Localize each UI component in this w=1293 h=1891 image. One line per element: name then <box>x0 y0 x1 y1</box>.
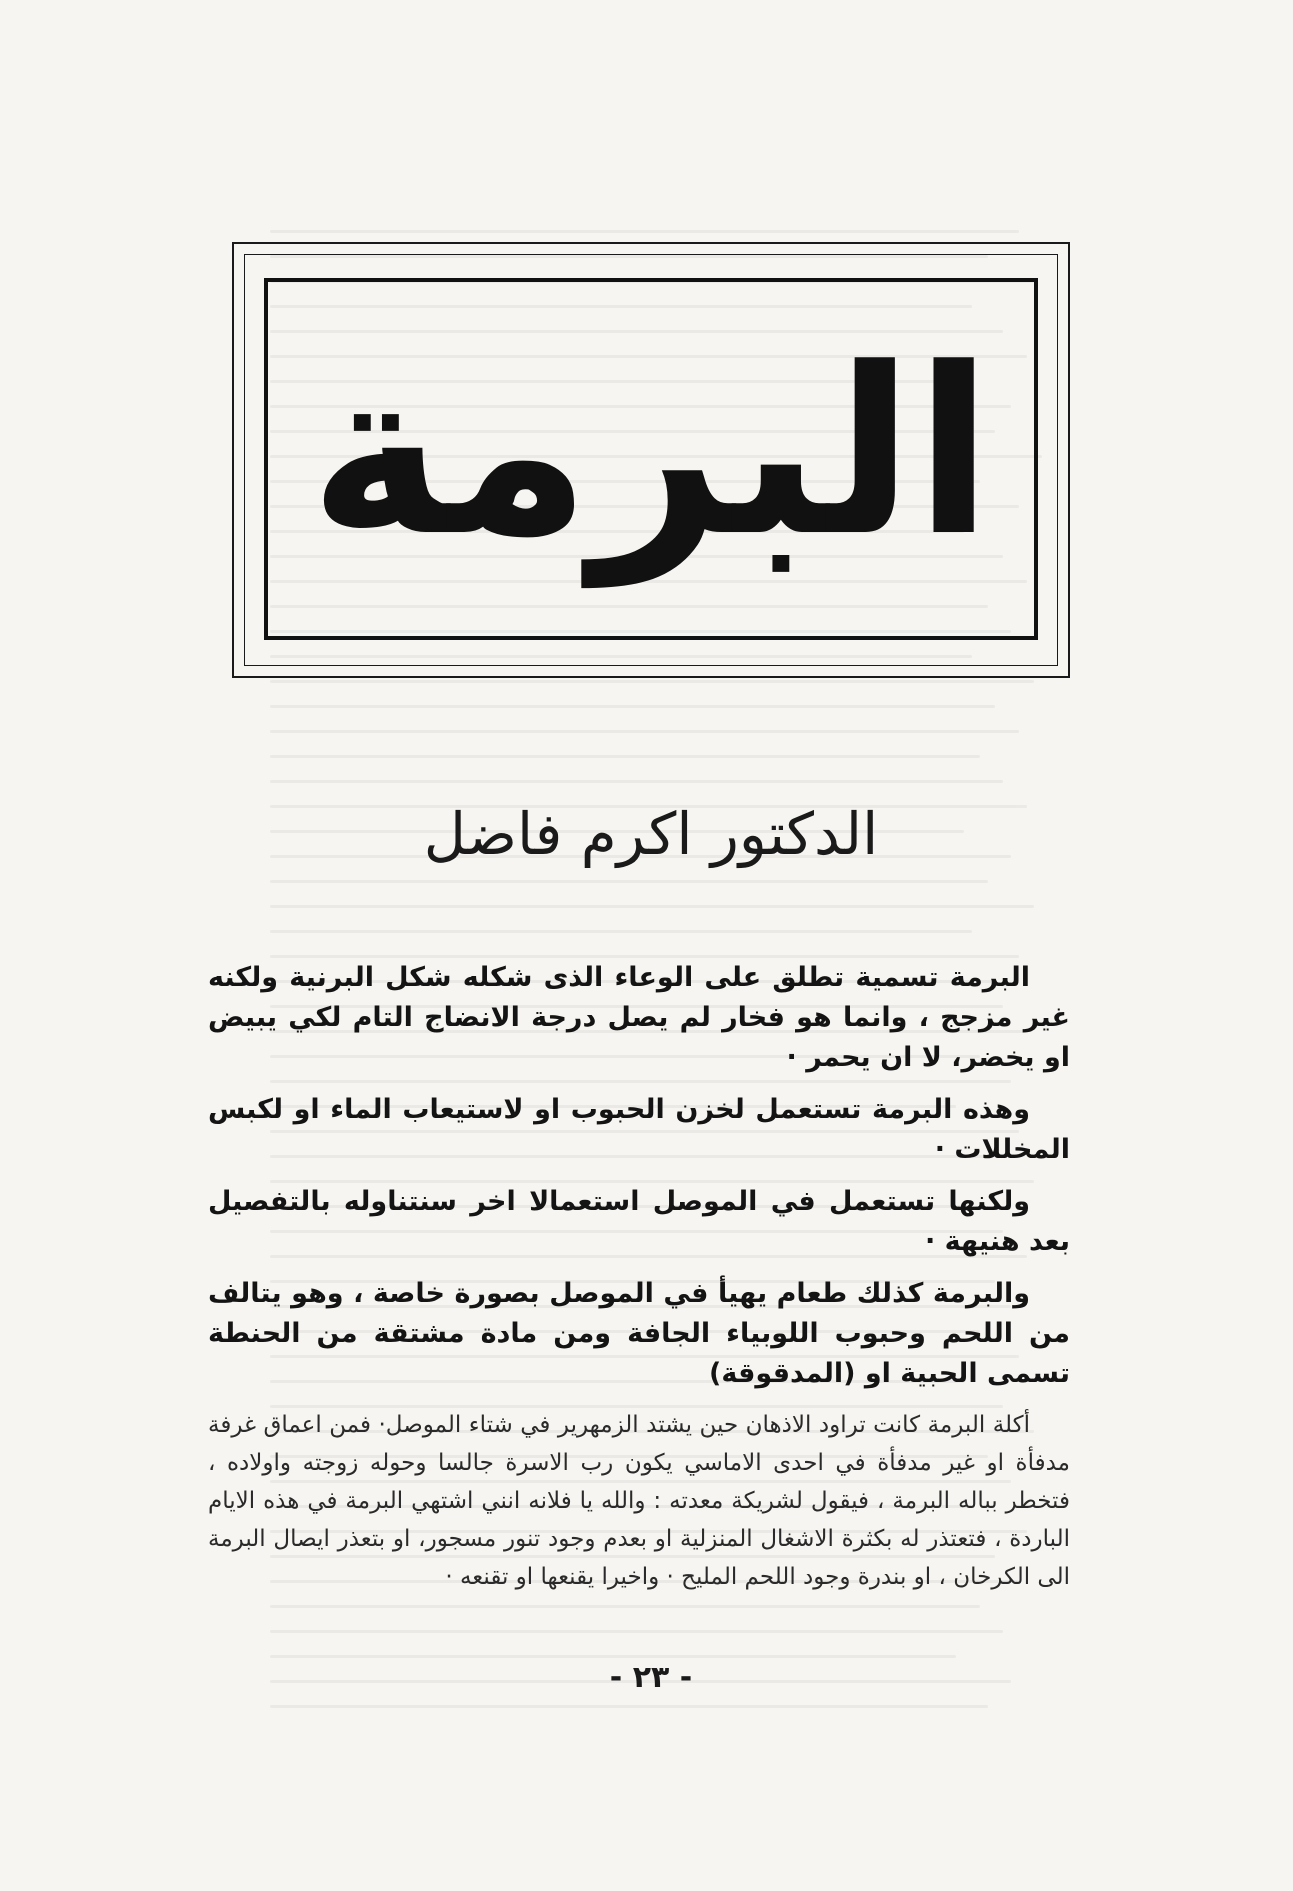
author-name: الدكتور اكرم فاضل <box>423 800 879 868</box>
article-body <box>208 958 1070 1596</box>
paragraph-4: والبرمة كذلك طعام يهيأ في الموصل بصورة خاصة ، وهو يتالف من اللحم وحبوب اللوبياء الجافة ومن مادة مشتقة من الحنطة تسمى الحبية او (المدقوقة) <box>208 1278 1070 1389</box>
paragraph-1: البرمة تسمية تطلق على الوعاء الذى شكله شكل البرنية ولكنه غير مزجج ، وانما هو فخار لم يصل درجة الانضاج التام لكي يبيض او يخضر، لا ان يحمر · <box>208 962 1070 1073</box>
title-frame <box>232 242 1070 678</box>
title-frame-inner-border <box>264 278 1038 640</box>
paragraph-3: ولكنها تستعمل في الموصل استعمالا اخر سنتناوله بالتفصيل بعد هنيهة · <box>208 1186 1070 1257</box>
page-number: - ٢٣ - <box>609 1660 693 1695</box>
page-title: البرمة <box>308 320 994 587</box>
paragraph-5: أكلة البرمة كانت تراود الاذهان حين يشتد الزمهرير في شتاء الموصل· فمن اعماق غرفة مدفأة او غير مدفأة في احدى الاماسي يكون رب الاسرة جالسا وحوله زوجته واولاده ، فتخطر بباله البرمة ، فيقول لشريكة معدته : والله يا فلانه انني اشتهي البرمة في هذه الايام الباردة ، فتعتذر له بكثرة الاشغال المنزلية او بعدم وجود تنور مسجور، او بتعذر ايصال البرمة الى الكرخان ، او بندرة وجود اللحم المليح · واخيرا يقنعها او تقنعه · <box>208 1412 1070 1590</box>
paragraph-2: وهذه البرمة تستعمل لخزن الحبوب او لاستيعاب الماء او لكبس المخللات · <box>208 1094 1070 1165</box>
